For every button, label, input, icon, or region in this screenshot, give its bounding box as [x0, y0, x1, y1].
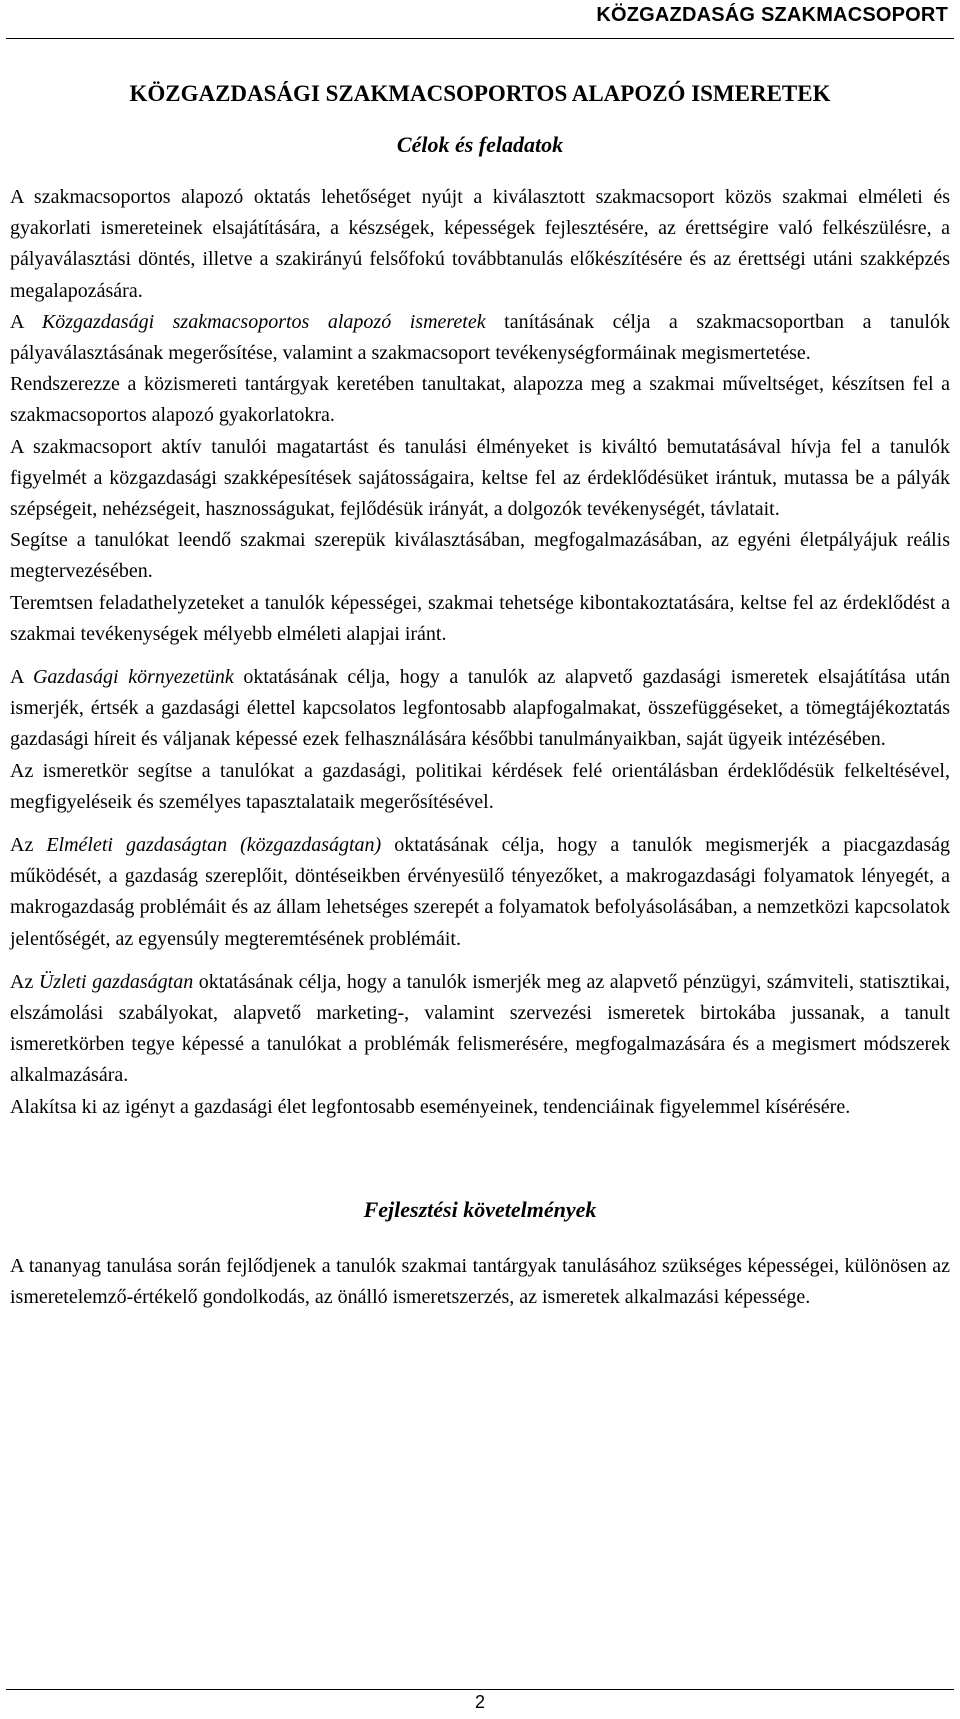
document-title: KÖZGAZDASÁGI SZAKMACSOPORTOS ALAPOZÓ ISMERETEK [129, 81, 831, 106]
page-number: 2 [474, 1692, 485, 1712]
goals-paragraph-2-post: tanításának célja a szakmacsoportban a tanulók pályaválasztásának megerősítése, valamint a szakmacsoport tevékenységformáinak megismertetése. [10, 310, 950, 365]
subject-name-uzleti-gazdasagtan: Üzleti gazdaságtan [38, 970, 194, 993]
header-divider [6, 38, 954, 39]
goals-paragraph-6: Teremtsen feladathelyzeteket a tanulók képességei, szakmai tehetsége kibontakoztatására, keltse fel az érdeklődést a szakmai tevékenységek mélyebb elméleti alapjai iránt. [10, 591, 950, 645]
theory-paragraph-post: oktatásának célja, hogy a tanulók megismerjék a piacgazdaság működését, a gazdaság szereplőit, döntéseikben érvényesülő tényezőket, a makrogazdasági folyamatok lényegét, a makrogazdaság problémáit és az állam lehetséges szerepét a folyamatok befolyásolásában, a nemzetközi kapcsolatok jelentőségét, az egyensúly megteremtésének problémáit. [10, 834, 950, 950]
goals-paragraph-5: Segítse a tanulókat leendő szakmai szerepük kiválasztásában, megfogalmazásában, az egyéni életpályájuk reális megtervezésében. [10, 529, 950, 583]
business-paragraph-2: Alakítsa ki az igényt a gazdasági élet legfontosabb eseményeinek, tendenciáinak figyelemmel kísérésére. [10, 1095, 851, 1118]
goals-paragraph-2-pre: A [10, 310, 42, 333]
environment-paragraph-2: Az ismeretkör segítse a tanulókat a gazdasági, politikai kérdések felé orientálásban érdeklődésük felkeltésével, megfigyeléseik és személyes tapasztalataik megerősítésével. [10, 759, 950, 813]
environment-paragraph-1 [10, 662, 950, 756]
development-paragraph: A tananyag tanulása során fejlődjenek a tanulók szakmai tantárgyak tanulásához szükséges képességei, különösen az ismeretelemző-értékelő gondolkodás, az önálló ismeretszerzés, az ismeretek alkalmazási képessége. [10, 1254, 950, 1309]
theory-paragraph-pre: Az [10, 834, 47, 857]
goals-heading: Célok és feladatok [396, 132, 564, 157]
theory-paragraph [10, 830, 950, 955]
development-heading: Fejlesztési követelmények [363, 1196, 597, 1222]
environment-paragraph-1-post: oktatásának célja, hogy a tanulók az alapvető gazdasági ismeretek elsajátítása után ismerjék, értsék a gazdasági élettel kapcsolatos legfontosabb alapfogalmakat, összefüggéseket, a tömegtájékoztatás gazdasági híreit és váljanak képessé ezek felhasználására későbbi tanulmányaikban, saját ügyeik intézésében. [10, 666, 950, 751]
footer-divider [6, 1689, 954, 1690]
business-paragraph-1-pre: Az [10, 970, 39, 993]
subject-name-gazdasagi-kornyezet: Gazdasági környezetünk [32, 666, 234, 689]
goals-paragraph-2 [10, 307, 950, 369]
business-paragraph-1 [10, 967, 950, 1092]
subject-name-kozgazdasagi: Közgazdasági szakmacsoportos alapozó ismeretek [41, 310, 486, 333]
environment-paragraph-1-pre: A [10, 666, 33, 689]
goals-paragraph-4: A szakmacsoport aktív tanulói magatartást és tanulási élményeket is kiváltó bemutatásával hívja fel a tanulók figyelmét a közgazdasági szakképesítések sajátosságaira, keltse fel az érdeklődésüket irántuk, mutassa be a pályák szépségeit, nehézségeit, hasznosságukat, fejlődésük irányát, a dolgozók tevékenységét, távlatait. [10, 435, 950, 521]
goals-paragraph-1: A szakmacsoportos alapozó oktatás lehetőséget nyújt a kiválasztott szakmacsoport közös szakmai elméleti és gyakorlati ismereteinek elsajátítására, a készségek, képességek fejlesztésére, az érettségire való felkészülésre, a pályaválasztási döntés, illetve a szakirányú felsőfokú továbbtanulás előkészítésére és az érettségi utáni szakképzés megalapozására. [10, 186, 950, 302]
subject-name-elmeleti-gazdasagtan: Elméleti gazdaságtan (közgazdaságtan) [46, 834, 382, 857]
goals-paragraph-3: Rendszerezze a közismereti tantárgyak keretében tanultakat, alapozza meg a szakmai műveltséget, készítsen fel a szakmacsoportos alapozó gyakorlatokra. [10, 373, 950, 427]
page-content [10, 80, 950, 1313]
running-header: KÖZGAZDASÁG SZAKMACSOPORT [596, 4, 948, 26]
business-paragraph-1-post: oktatásának célja, hogy a tanulók ismerjék meg az alapvető pénzügyi, számviteli, statisztikai, elszámolási szabályokat, alapvető marketing-, valamint szervezési ismeretek birtokába jussanak, a tanult ismeretkörben tegye képessé a tanulókat a problémák felismerésére, megfogalmazására és a megismert módszerek alkalmazására. [10, 970, 950, 1087]
